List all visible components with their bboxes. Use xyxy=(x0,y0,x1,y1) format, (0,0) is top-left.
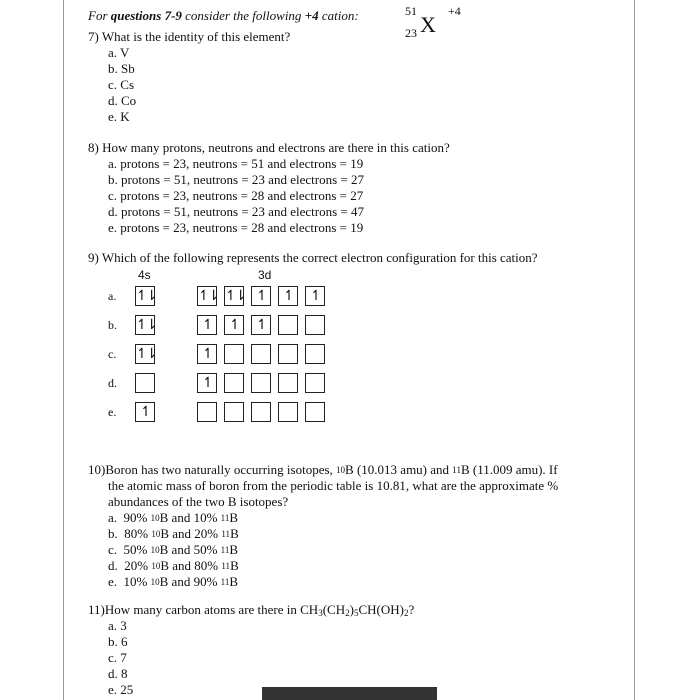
q10-question-line-3: abundances of the two B isotopes? xyxy=(108,494,289,509)
q7-question: 7) What is the identity of this element? xyxy=(88,29,291,44)
bottom-toolbar-bar xyxy=(262,687,437,700)
q9-option-d-3d-orbital-3 xyxy=(251,373,271,393)
q9-option-c-3d-orbital-4 xyxy=(278,344,298,364)
orbital-3d-header: 3d xyxy=(258,268,272,282)
q11-option-e[interactable]: e. 25 xyxy=(108,682,134,697)
q11-option-d[interactable]: d. 8 xyxy=(108,666,128,681)
mass-number: 51 xyxy=(405,4,417,18)
q11-option-b[interactable]: b. 6 xyxy=(108,634,128,649)
q9-option-d-3d-orbital-2 xyxy=(224,373,244,393)
q9-option-b-3d-orbital-4 xyxy=(278,315,298,335)
q8-option-b[interactable]: b. protons = 51, neutrons = 23 and electrons = 27 xyxy=(108,172,364,187)
q9-option-b-label[interactable]: b. xyxy=(108,318,117,332)
q9-option-e-3d-orbital-5 xyxy=(305,402,325,422)
q9-option-e-label[interactable]: e. xyxy=(108,405,117,419)
q9-option-b-3d-orbital-5 xyxy=(305,315,325,335)
q7-option-c[interactable]: c. Cs xyxy=(108,77,134,92)
q9-option-a-3d-orbital-3: ↿ xyxy=(251,286,271,306)
q9-option-d-3d-orbital-1: ↿ xyxy=(197,373,217,393)
q9-option-c-4s-orbital: ↿⇂ xyxy=(136,346,156,362)
q10-option-b[interactable]: b. 80% $^{10}$B and 20% $^{11}$B xyxy=(108,526,239,541)
q10-option-a[interactable]: a. 90% $^{10}$B and 10% $^{11}$B xyxy=(108,510,239,525)
q10-option-c[interactable]: c. 50% $^{10}$B and 50% $^{11}$B xyxy=(108,542,239,557)
q7-option-d[interactable]: d. Co xyxy=(108,93,137,108)
q7-option-e[interactable]: e. K xyxy=(108,109,130,124)
q9-option-c-label[interactable]: c. xyxy=(108,347,117,361)
q9-option-d-3d-orbital-5 xyxy=(305,373,325,393)
q11-question: 11)How many carbon atoms are there in $CH_3(CH_2)_5CH(OH)_2$? xyxy=(88,602,415,618)
q9-option-e-4s-orbital: ↿ xyxy=(135,402,155,422)
q9-option-c-3d-orbital-2 xyxy=(224,344,244,364)
q7-option-b[interactable]: b. Sb xyxy=(108,61,135,76)
q8-option-e[interactable]: e. protons = 23, neutrons = 28 and electrons = 19 xyxy=(108,220,364,235)
q9-option-e-3d-orbital-4 xyxy=(278,402,298,422)
q10-question-line-1: 10)Boron has two naturally occurring isotopes, $^{10}$B (10.013 amu) and $^{11}$B (11.009 amu). If xyxy=(88,462,558,477)
q9-option-a-3d-orbital-5: ↿ xyxy=(305,286,325,306)
q10-option-d[interactable]: d. 20% $^{10}$B and 80% $^{11}$B xyxy=(108,558,239,573)
intro-text: For questions 7-9 consider the following +4 cation: xyxy=(88,8,359,23)
q9-option-a-label[interactable]: a. xyxy=(108,289,117,303)
orbital-4s-header: 4s xyxy=(138,268,151,282)
q8-option-d[interactable]: d. protons = 51, neutrons = 23 and electrons = 47 xyxy=(108,204,364,219)
q8-option-a[interactable]: a. protons = 23, neutrons = 51 and electrons = 19 xyxy=(108,156,364,171)
q9-option-d-label[interactable]: d. xyxy=(108,376,117,390)
q9-option-b-3d-orbital-2: ↿ xyxy=(224,315,244,335)
q9-option-d-3d-orbital-4 xyxy=(278,373,298,393)
q9-option-a-3d-orbital-4: ↿ xyxy=(278,286,298,306)
q10-question-line-2: the atomic mass of boron from the periodic table is 10.81, what are the approximate % xyxy=(108,478,559,493)
q9-option-c-3d-orbital-5 xyxy=(305,344,325,364)
q10-option-e[interactable]: e. 10% $^{10}$B and 90% $^{11}$B xyxy=(108,574,239,589)
q9-question: 9) Which of the following represents the correct electron configuration for this cation? xyxy=(88,250,538,265)
q7-option-a[interactable]: a. V xyxy=(108,45,130,60)
q11-option-a[interactable]: a. 3 xyxy=(108,618,127,633)
q9-option-a-3d-orbital-1: ↿⇂ xyxy=(198,288,218,304)
ion-charge: +4 xyxy=(448,4,461,18)
atomic-number: 23 xyxy=(405,26,417,40)
q9-option-c-3d-orbital-1: ↿ xyxy=(197,344,217,364)
q9-option-b-4s-orbital: ↿⇂ xyxy=(136,317,156,333)
q9-option-e-3d-orbital-2 xyxy=(224,402,244,422)
q9-option-b-3d-orbital-3: ↿ xyxy=(251,315,271,335)
q9-option-b-3d-orbital-1: ↿ xyxy=(197,315,217,335)
q9-option-e-3d-orbital-1 xyxy=(197,402,217,422)
element-symbol: X xyxy=(420,12,436,37)
nuclide-symbol xyxy=(405,4,465,42)
q9-option-a-4s-orbital: ↿⇂ xyxy=(136,288,156,304)
q9-option-d-4s-orbital xyxy=(135,373,155,393)
q9-option-e-3d-orbital-3 xyxy=(251,402,271,422)
q9-option-a-3d-orbital-2: ↿⇂ xyxy=(225,288,245,304)
q8-question: 8) How many protons, neutrons and electrons are there in this cation? xyxy=(88,140,450,155)
q8-option-c[interactable]: c. protons = 23, neutrons = 28 and electrons = 27 xyxy=(108,188,364,203)
q9-option-c-3d-orbital-3 xyxy=(251,344,271,364)
q11-option-c[interactable]: c. 7 xyxy=(108,650,127,665)
